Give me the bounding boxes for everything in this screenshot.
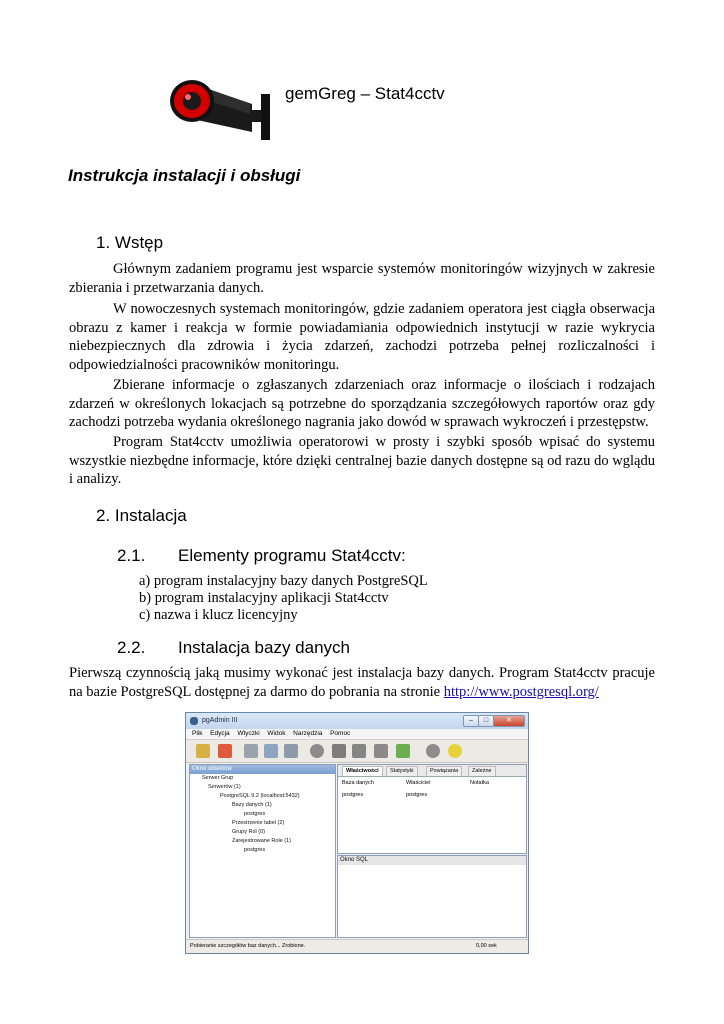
subsection-title-2-2: Instalacja bazy danych [178,638,350,657]
menu-item[interactable]: Plik [192,730,203,737]
tree-item[interactable]: postgres [244,811,266,817]
column-header[interactable]: Właściciel [406,780,431,786]
paragraph-3: Zbierane informacje o zgłaszanych zdarzeniach oraz informacje o ilościach i rodzajach zdarzeń w określonych lokacjach są potrzebne do sporządzania szczegółowych raportów oraz gdy zachodzi potrzeba wydania określonego nagrania jako dowód w sprawach wykroczeń i przestępstw. [69,377,655,431]
help-icon[interactable] [448,744,462,758]
header-title: gemGreg – Stat4cctv [285,84,445,103]
tree-item[interactable]: Przestrzenie tabel (2) [232,820,285,826]
minimize-button[interactable]: – [463,715,479,727]
object-browser [189,764,336,938]
close-button[interactable]: ✕ [493,715,525,727]
status-time: 0,00 sek [476,943,497,949]
window-titlebar [186,713,528,730]
delete-icon[interactable] [284,744,298,758]
toolbar [186,739,528,763]
cctv-camera-logo [166,74,276,152]
tree-item[interactable]: Serwer Grup [202,775,234,781]
list-item: b) program instalacyjny aplikacji Stat4cctv [139,590,389,606]
maximize-button[interactable]: □ [478,715,494,727]
paragraph-2: W nowoczesnych systemach monitoringów, gdzie zadaniem operatora jest ciągła obserwacja obrazu z kamer i reakcja w formie powiadamiania odpowiednich instytucji w razie wykrycia niebezpiecznych dla zdrowia i życia zdarzeń, zachodzi potrzeba pełnej rozliczalności i odpowiedzialności pracowników monitoringu. [69,301,655,373]
tab-properties[interactable]: Właściwości [342,766,383,776]
status-text: Pobieranie szczegółów baz danych... Zrobione. [190,943,306,949]
menu-bar [186,729,528,739]
sql-icon[interactable] [310,744,324,758]
sql-pane [337,855,527,938]
tree-item[interactable]: Serwerów (1) [208,784,241,790]
filter-icon[interactable] [352,744,366,758]
window-title: pgAdmin III [202,717,238,724]
tree-item[interactable]: Grupy Ról (0) [232,829,266,835]
wrench-icon[interactable] [374,744,388,758]
section-heading-intro: 1. Wstęp [96,233,164,252]
pgadmin-screenshot [185,712,529,954]
tree-item[interactable]: postgres [244,847,266,853]
connect-icon[interactable] [196,744,210,758]
status-bar [186,939,528,954]
menu-item[interactable]: Pomoc [330,730,351,737]
tree-item[interactable]: PostgreSQL 9.2 (localhost:5432) [220,793,300,799]
menu-item[interactable]: Widok [267,730,286,737]
elephant-icon [190,717,198,725]
menu-item[interactable]: Wtyczki [237,730,260,737]
properties-tabs [338,765,526,777]
table-view-icon[interactable] [332,744,346,758]
list-item: a) program instalacyjny bazy danych PostgreSQL [139,573,428,589]
properties-pane [337,764,527,854]
paragraph-1: Głównym zadaniem programu jest wsparcie systemów monitoringów wizyjnych w zakresie zbierania i przetwarzania danych. [69,261,655,296]
refresh-icon[interactable] [218,744,232,758]
paragraph-install [69,664,655,701]
list-item: c) nazwa i klucz licencyjny [139,607,298,623]
tab-dependents[interactable]: Zależne [468,766,496,776]
create-icon[interactable] [264,744,278,758]
column-header[interactable]: Baza danych [342,780,374,786]
table-cell[interactable]: postgres [342,792,364,798]
object-browser-title: Okno obiektów [190,765,335,774]
paragraph-4: Program Stat4cctv umożliwia operatorowi w prosty i szybki sposób wpisać do systemu wszystkie niezbędne informacje, które dzięki centralnej bazie danych dostępne są od razu do wglądu i analizy. [69,434,655,488]
properties-icon[interactable] [244,744,258,758]
document-title: Instrukcja instalacji i obsługi [68,166,301,185]
menu-item[interactable]: Narzędzia [293,730,323,737]
tab-dependencies[interactable]: Powiązania [426,766,462,776]
tab-statistics[interactable]: Statystyki [386,766,418,776]
menu-item[interactable]: Edycja [210,730,230,737]
section-heading-installation: 2. Instalacja [96,506,187,525]
tree-item[interactable]: Zarejestrowane Role (1) [232,838,291,844]
tree-item[interactable]: Bazy danych (1) [232,802,272,808]
hint-icon[interactable] [426,744,440,758]
column-header[interactable]: Notatka [470,780,489,786]
subsection-number-2-1: 2.1. [117,546,146,565]
plugin-icon[interactable] [396,744,410,758]
install-text: Pierwszą czynnością jaką musimy wykonać jest instalacja bazy danych. Program Stat4cctv pracuje na bazie PostgreSQL dostępnej za darmo do pobrania na stronie [69,665,655,700]
sql-pane-title: Okno SQL [338,856,526,865]
postgresql-link[interactable]: http://www.postgresql.org/ [443,683,599,700]
subsection-number-2-2: 2.2. [117,638,146,657]
subsection-title-2-1: Elementy programu Stat4cctv: [178,546,406,565]
table-cell[interactable]: postgres [406,792,428,798]
